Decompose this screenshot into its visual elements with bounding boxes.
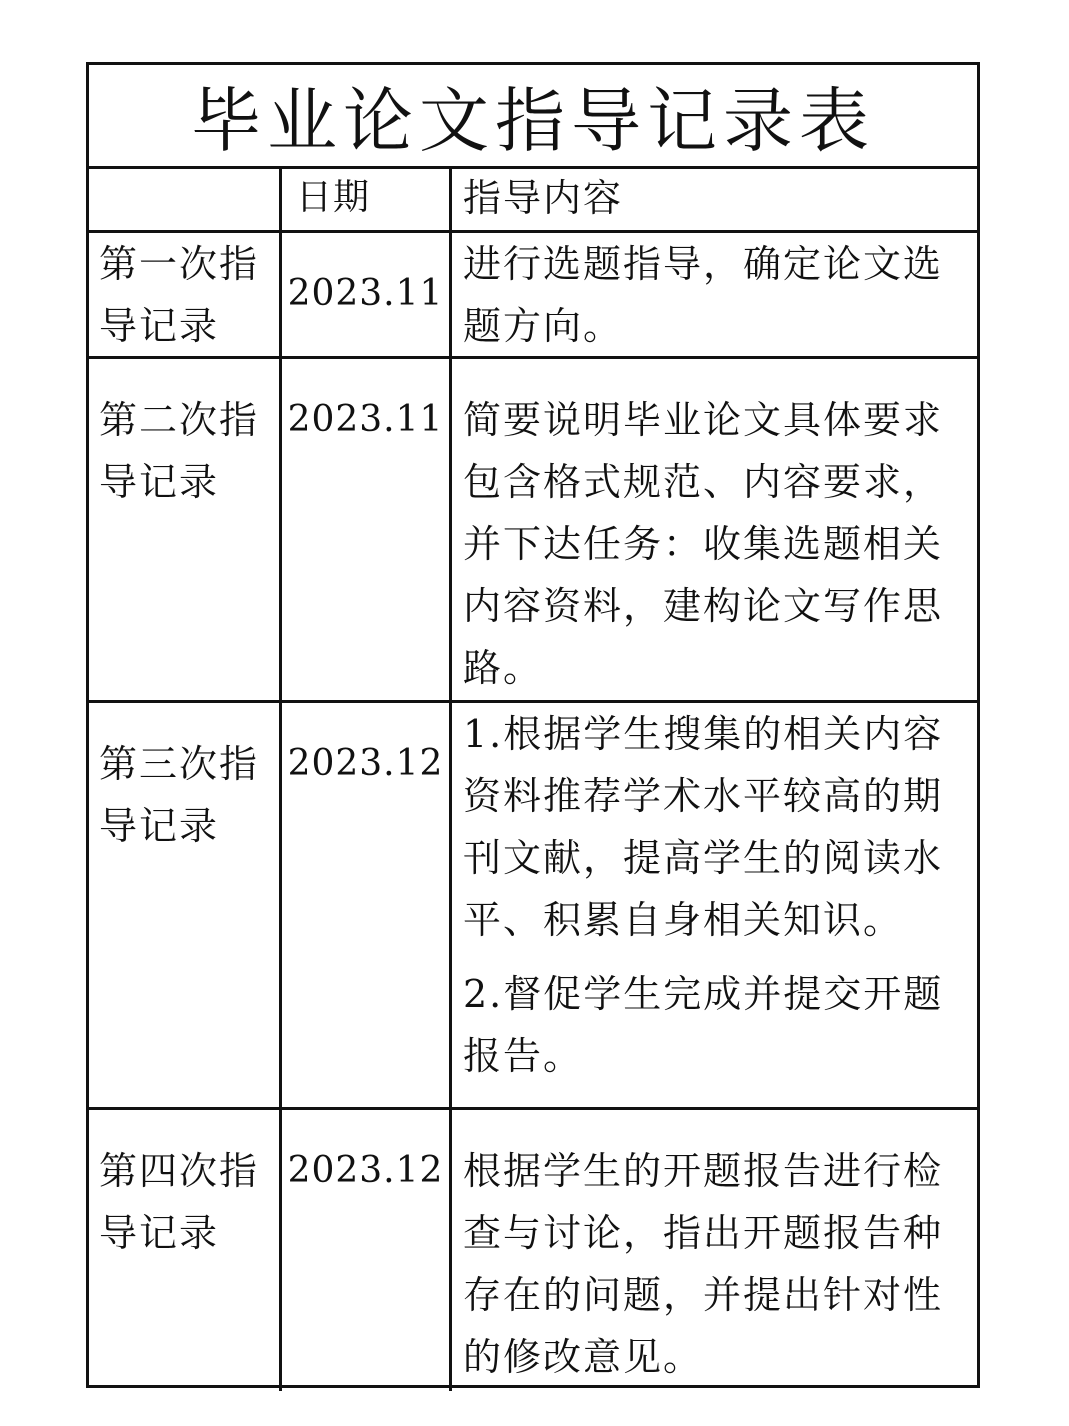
table-row: [89, 233, 977, 359]
record-date: 2023.11: [287, 273, 444, 314]
header-content-cell: [452, 169, 977, 230]
header-content: 指导内容: [463, 176, 624, 220]
header-blank-cell: [89, 169, 282, 230]
header-date: 日期: [296, 177, 371, 218]
record-label: 第三次指导记录: [99, 742, 260, 848]
record-content: 简要说明毕业论文具体要求包含格式规范、内容要求，并下达任务：收集选题相关内容资料，建构论文写作思路。: [463, 398, 944, 690]
record-content: 进行选题指导，确定论文选题方向。: [463, 242, 944, 348]
record-content-item-1: 1.根据学生搜集的相关内容资料推荐学术水平较高的期刊文献，提高学生的阅读水平、积累自身相关知识。: [463, 712, 944, 942]
record-date: 2023.12: [287, 1150, 444, 1191]
record-date: 2023.12: [287, 743, 444, 784]
table-header-row: [89, 169, 977, 233]
table-row: [89, 703, 977, 1110]
table-row: [89, 359, 977, 703]
record-content: 根据学生的开题报告进行检查与讨论，指出开题报告种存在的问题，并提出针对性的修改意见。: [463, 1149, 944, 1379]
header-date-cell: [282, 169, 452, 230]
table-title: 毕业论文指导记录表: [89, 65, 977, 169]
record-date: 2023.11: [287, 399, 444, 440]
record-label: 第二次指导记录: [99, 398, 260, 504]
record-label: 第一次指导记录: [99, 242, 260, 348]
guidance-record-table: [86, 62, 980, 1388]
table-row: [89, 1110, 977, 1391]
record-content-item-2: 2.督促学生完成并提交开题报告。: [463, 972, 944, 1078]
record-label: 第四次指导记录: [99, 1149, 260, 1255]
